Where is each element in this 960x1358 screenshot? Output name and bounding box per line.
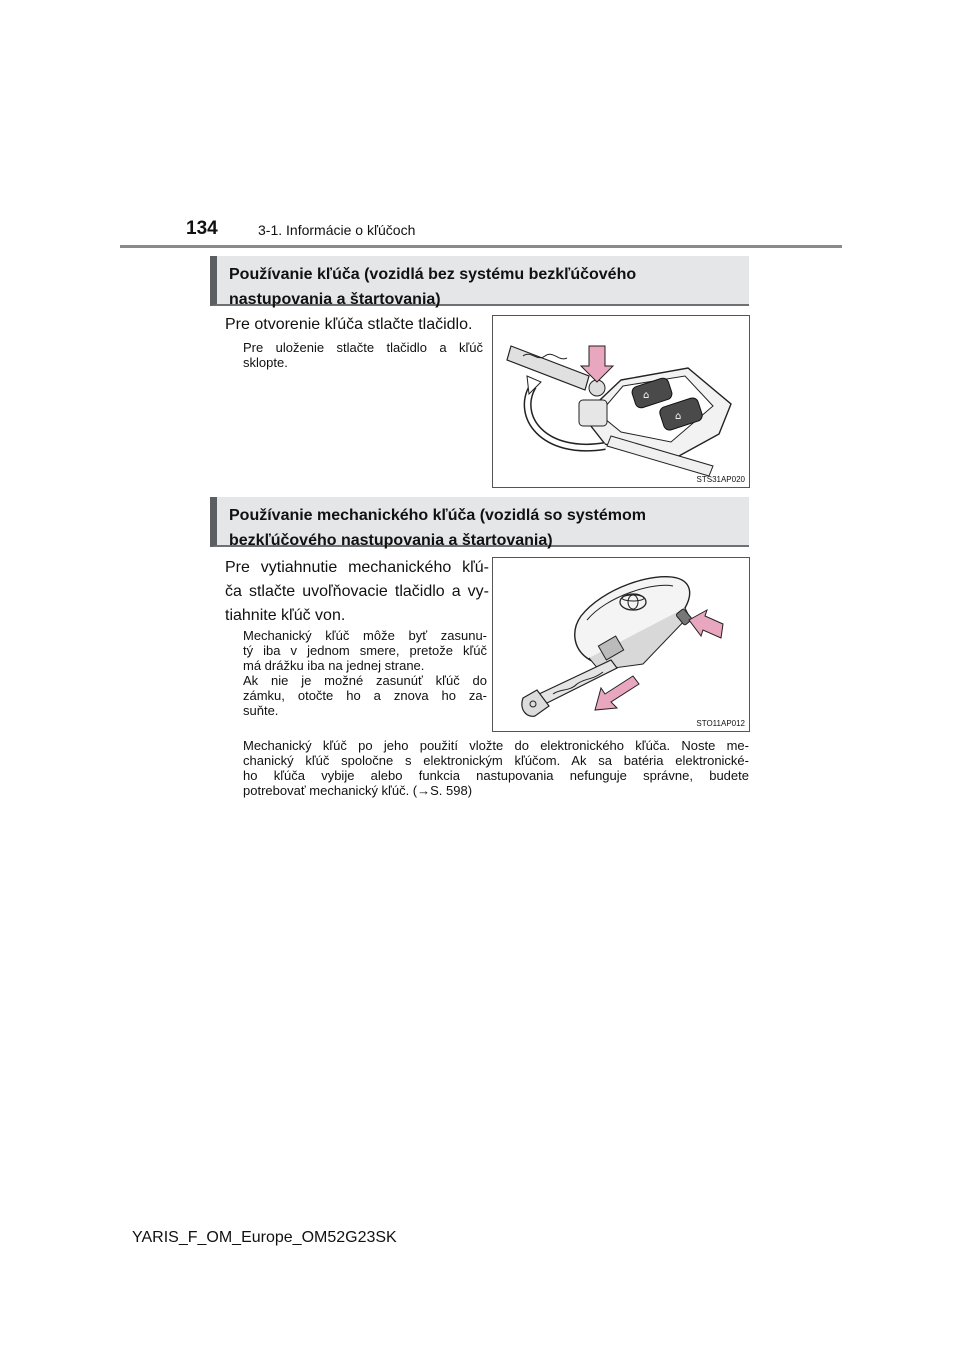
section1-heading-line1: Používanie kľúča (vozidlá bez systému bezkľúčového — [229, 266, 637, 283]
section-title: 3-1. Informácie o kľúčoch — [258, 222, 416, 238]
section2-lead — [225, 556, 489, 628]
header-rule — [120, 245, 842, 248]
figure1-code: STS31AP020 — [696, 475, 745, 484]
page-number: 134 — [186, 218, 218, 239]
section1-lead: Pre otvorenie kľúča stlačte tlačidlo. — [225, 316, 473, 333]
section2-note-line6: suňte. — [243, 703, 279, 718]
section2-note-line1: Mechanický kľúč môže byť zasunu- — [243, 628, 487, 643]
section2-para-line3: ho kľúča vybije alebo funkcia nastupovania nefunguje správne, budete — [243, 768, 749, 783]
section2-heading — [210, 497, 749, 547]
section2-note — [243, 628, 487, 718]
figure2-code: STO11AP012 — [696, 719, 745, 728]
section2-lead-line1: Pre vytiahnutie mechanického kľú- — [225, 559, 489, 576]
section2-note-line3: má drážku iba na jednej strane. — [243, 658, 425, 673]
section2-note-line2: tý iba v jednom smere, pretože kľúč — [243, 643, 487, 658]
figure-mechanical-key — [492, 557, 750, 732]
section2-para-line1: Mechanický kľúč po jeho použití vložte do elektronického kľúča. Noste me- — [243, 738, 749, 753]
section2-para-line2: chanický kľúč spoločne s elektronickým kľúčom. Ak sa batéria elektronické- — [243, 753, 749, 768]
section2-para-line4: potrebovať mechanický kľúč. (→S. 598) — [243, 783, 473, 798]
section1-note — [243, 340, 483, 370]
section2-note-line5: zámku, otočte ho a znova ho za- — [243, 688, 487, 703]
section1-heading-line2: nastupovania a štartovania) — [229, 291, 441, 308]
section2-paragraph — [243, 738, 749, 798]
folding-key-illustration — [493, 316, 749, 487]
section2-heading-line1: Používanie mechanického kľúča (vozidlá so systémom — [229, 507, 646, 524]
svg-text:⌂: ⌂ — [675, 411, 682, 422]
section2-heading-line2: bezkľúčového nastupovania a štartovania) — [229, 532, 553, 549]
section1-note-line2: sklopte. — [243, 355, 288, 370]
svg-text:⌂: ⌂ — [643, 390, 650, 401]
section1-note-line1: Pre uloženie stlačte tlačidlo a kľúč — [243, 340, 483, 355]
footer-doc-code: YARIS_F_OM_Europe_OM52G23SK — [132, 1229, 397, 1246]
section2-lead-line2: ča stlačte uvoľňovacie tlačidlo a vy- — [225, 583, 489, 600]
mechanical-key-illustration — [493, 558, 749, 731]
section1-heading — [210, 256, 749, 306]
section2-note-line4: Ak nie je možné zasunúť kľúč do — [243, 673, 487, 688]
figure-folding-key — [492, 315, 750, 488]
section2-lead-line3: tiahnite kľúč von. — [225, 607, 346, 624]
